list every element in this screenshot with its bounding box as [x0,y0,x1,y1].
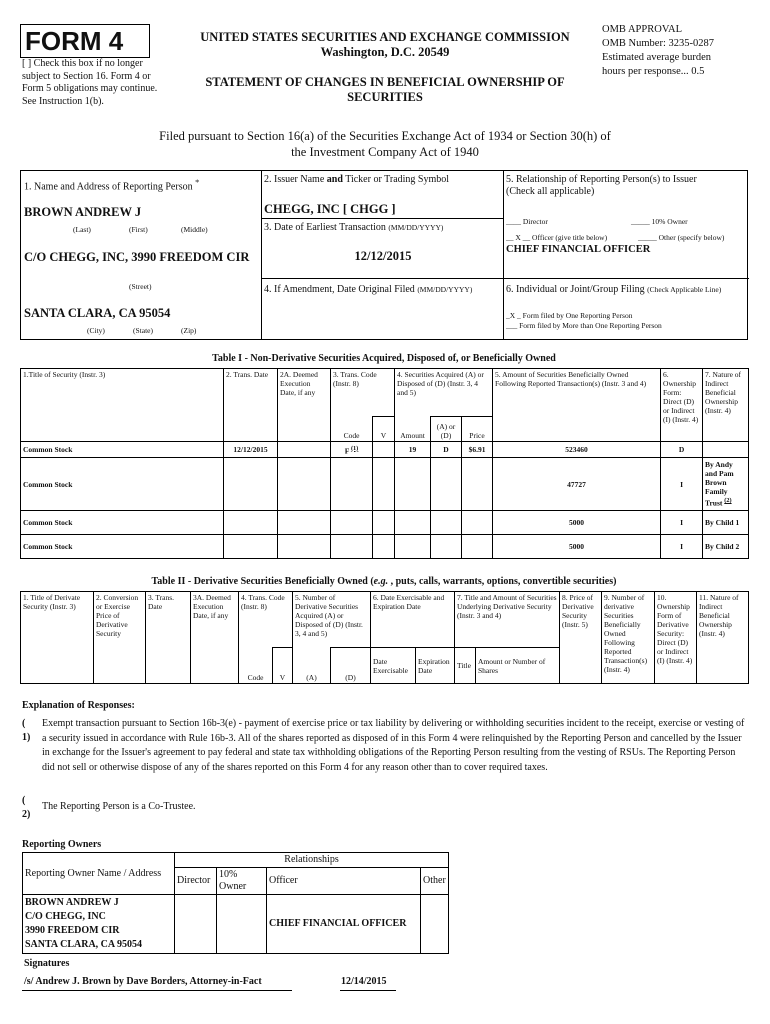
box5-label: 5. Relationship of Reporting Person(s) to Issuer (Check all applicable) [506,174,697,197]
footnote-1-text: Exempt transaction pursuant to Section 16b-3(e) - payment of exercise price or tax liability by delivering or withholding securities incident to the receipt, exercise or vesting of a security issued in accordance with Rule 16b-3. All of the shares reported as disposed of in this Form 4 were relinquished by the Reporting Person and cancelled by the Issuer in exchange for the Issuer's agreement to pay federal and state tax withholding obligations of the Reporting Person resulting from the vesting of RSUs. The Reporting Person did not sell or otherwise dispose of any of the shares reported on this Form 4 for any reason other than to cover required taxes. [42,718,745,773]
city-label: (City) [87,326,105,335]
signature-name: /s/ Andrew J. Brown by Dave Borders, Attorney-in-Fact [24,976,262,987]
signatures-heading: Signatures [24,958,70,969]
col-code: Code [331,417,373,442]
omb-approval [602,23,762,79]
officer-title: CHIEF FINANCIAL OFFICER [506,244,651,255]
city-state-zip: SANTA CLARA, CA 95054 [24,306,171,320]
owner-address: BROWN ANDREW J C/O CHEGG, INC 3990 FREEDOM CIR SANTA CLARA, CA 95054 [23,895,175,954]
reporting-owners-heading: Reporting Owners [22,839,102,850]
issuer-name-ticker: CHEGG, INC [ CHGG ] [264,202,396,216]
multi-person-filing: ___ Form filed by More than One Reporting Person [506,321,662,330]
table1-title: Table I - Non-Derivative Securities Acquired, Disposed of, or Beneficially Owned [212,353,556,364]
box4-label: 4. If Amendment, Date Original Filed (MM/DD/YYYY) [264,284,473,295]
col-amount: Amount [395,417,431,442]
last-label: (Last) [73,225,91,234]
reporting-owners-table [22,852,449,954]
checkbox-text: [ ] Check this box if no longer subject to Section 16. Form 4 or Form 5 obligations may continue. [22,58,158,94]
table2-derivative [20,591,749,684]
col-price: Price [462,417,493,442]
col-title: Title [455,648,476,684]
col-num-derivative: 5. Number of Derivative Securities Acquired (A) or Disposed of (D) (Instr. 3, 4 and 5) [293,592,371,648]
box3-label: 3. Date of Earliest Transaction (MM/DD/YYYY) [264,222,444,233]
col-trans-date: 2. Trans. Date [224,369,278,442]
col-date-exercisable: 6. Date Exercisable and Expiration Date [371,592,455,648]
footnote-2-text: The Reporting Person is a Co-Trustee. [42,801,196,812]
col-securities-acquired: 4. Securities Acquired (A) or Disposed of (D) (Instr. 3, 4 and 5) [395,369,493,417]
omb-line: OMB Number: 3235-0287 [602,38,714,49]
col-deemed-date: 3A. Deemed Execution Date, if any [191,592,239,684]
col-trans-date: 3. Trans. Date [146,592,191,684]
col-ten-percent: 10% Owner [217,868,267,895]
omb-line: hours per response... 0.5 [602,66,705,77]
footnote-1-number: ( 1) [22,718,31,743]
form-label: FORM 4 [25,26,124,56]
signature-date: 12/14/2015 [341,976,387,987]
statement-title: STATEMENT OF CHANGES IN BENEFICIAL OWNERSHIP OF SECURITIES [205,75,565,104]
col-nature: 11. Nature of Indirect Beneficial Ownership (Instr. 4) [697,592,749,684]
col-num-owned: 9. Number of derivative Securities Beneficially Owned Following Reported Transaction(s) (Instr. 4) [602,592,655,684]
middle-label: (Middle) [181,225,208,234]
table1-nonderivative [20,368,749,559]
col-relationships: Relationships [175,853,449,868]
col-code: Code [239,648,273,684]
col-amount-shares: Amount or Number of Shares [476,648,560,684]
reporting-person-name: BROWN ANDREW J [24,205,142,219]
col-derivative-title: 1. Title of Derivate Security (Instr. 3) [21,592,94,684]
agency-line-1: UNITED STATES SECURITIES AND EXCHANGE COMMISSION [200,30,570,44]
other-checkline: _____ Other (specify below) [638,233,725,242]
filed-pursuant-text: Filed pursuant to Section 16(a) of the Securities Exchange Act of 1934 or Section 30(h) of the Investment Company Act of 1940 [159,129,611,159]
reporting-info-box [20,170,748,340]
earliest-transaction-date: 12/12/2015 [354,249,412,263]
col-conversion-price: 2. Conversion or Exercise Price of Derivative Security [94,592,146,684]
col-v: V [373,417,395,442]
col-a: (A) [293,648,331,684]
see-instruction: See Instruction 1(b). [22,95,104,107]
col-director: Director [175,868,217,895]
table-row: Common Stock 5000 I By Child 2 [21,535,749,559]
ten-percent-owner-checkline: _____ 10% Owner [631,217,688,226]
footnote-2-number: ( 2) [22,795,31,820]
col-v: V [273,648,293,684]
col-a-or-d: (A) or (D) [431,417,462,442]
omb-line: OMB APPROVAL [602,24,683,35]
omb-line: Estimated average burden [602,52,712,63]
col-d: (D) [331,648,371,684]
state-label: (State) [133,326,153,335]
street-address: C/O CHEGG, INC, 3990 FREEDOM CIR [24,250,250,264]
col-trans-code: 3. Trans. Code (Instr. 8) [331,369,395,417]
first-label: (First) [129,225,148,234]
box1-label: 1. Name and Address of Reporting Person * [24,178,200,193]
director-checkline: ____ Director [506,217,548,226]
zip-label: (Zip) [181,326,197,335]
checkbox-notice [22,58,172,108]
col-deemed-date: 2A. Deemed Execution Date, if any [278,369,331,442]
col-ownership-form: 10. Ownership Form of Derivative Security: Direct (D) or Indirect (I) (Instr. 4) [655,592,697,684]
col-trans-code: 4. Trans. Code (Instr. 8) [239,592,293,648]
one-person-filing: _X _ Form filed by One Reporting Person [506,311,633,320]
col-derivative-price: 8. Price of Derivative Security (Instr. 5) [560,592,602,684]
col-owner-name: Reporting Owner Name / Address [23,853,175,895]
col-underlying: 7. Title and Amount of Securities Underlying Derivative Security (Instr. 3 and 4) [455,592,560,648]
col-other: Other [421,868,449,895]
footnote-link[interactable]: (1) [350,444,359,452]
col-amount-owned: 5. Amount of Securities Beneficially Owned Following Reported Transaction(s) (Instr. 3 and 4) [493,369,661,442]
table-row: Common Stock 47727 I By Andy and Pam Brown Family Trust $^{(2)}$ [21,458,749,511]
col-nature: 7. Nature of Indirect Beneficial Ownership (Instr. 4) [703,369,749,442]
box2-label: 2. Issuer Name and Ticker or Trading Symbol [264,174,450,185]
table-row [23,895,449,954]
table-row: Common Stock 5000 I By Child 1 [21,511,749,535]
street-label: (Street) [129,282,152,291]
box6-label: 6. Individual or Joint/Group Filing (Check Applicable Line) [506,284,722,295]
officer-relationship: CHIEF FINANCIAL OFFICER [267,895,421,954]
explanation-heading: Explanation of Responses: [22,700,135,711]
officer-checkline: __ X __ Officer (give title below) [506,233,608,242]
agency-title [175,30,595,60]
col-title-of-security: 1.Title of Security (Instr. 3) [21,369,224,442]
col-date-exercisable-sub: Date Exercisable [371,648,416,684]
agency-line-2: Washington, D.C. 20549 [320,45,450,59]
form-label-box [20,24,150,58]
col-ownership-form: 6. Ownership Form: Direct (D) or Indirect (I) (Instr. 4) [661,369,703,442]
table2-title: Table II - Derivative Securities Beneficially Owned (e.g. , puts, calls, warrants, options, convertible securities) [151,576,617,587]
col-officer: Officer [267,868,421,895]
table-row: Common Stock 12/12/2015 F $^{(1)}$ 19 D $6.91 523460 D [21,442,749,458]
footnote-link[interactable]: (2) [724,497,732,505]
col-expiration-date: Expiration Date [416,648,455,684]
